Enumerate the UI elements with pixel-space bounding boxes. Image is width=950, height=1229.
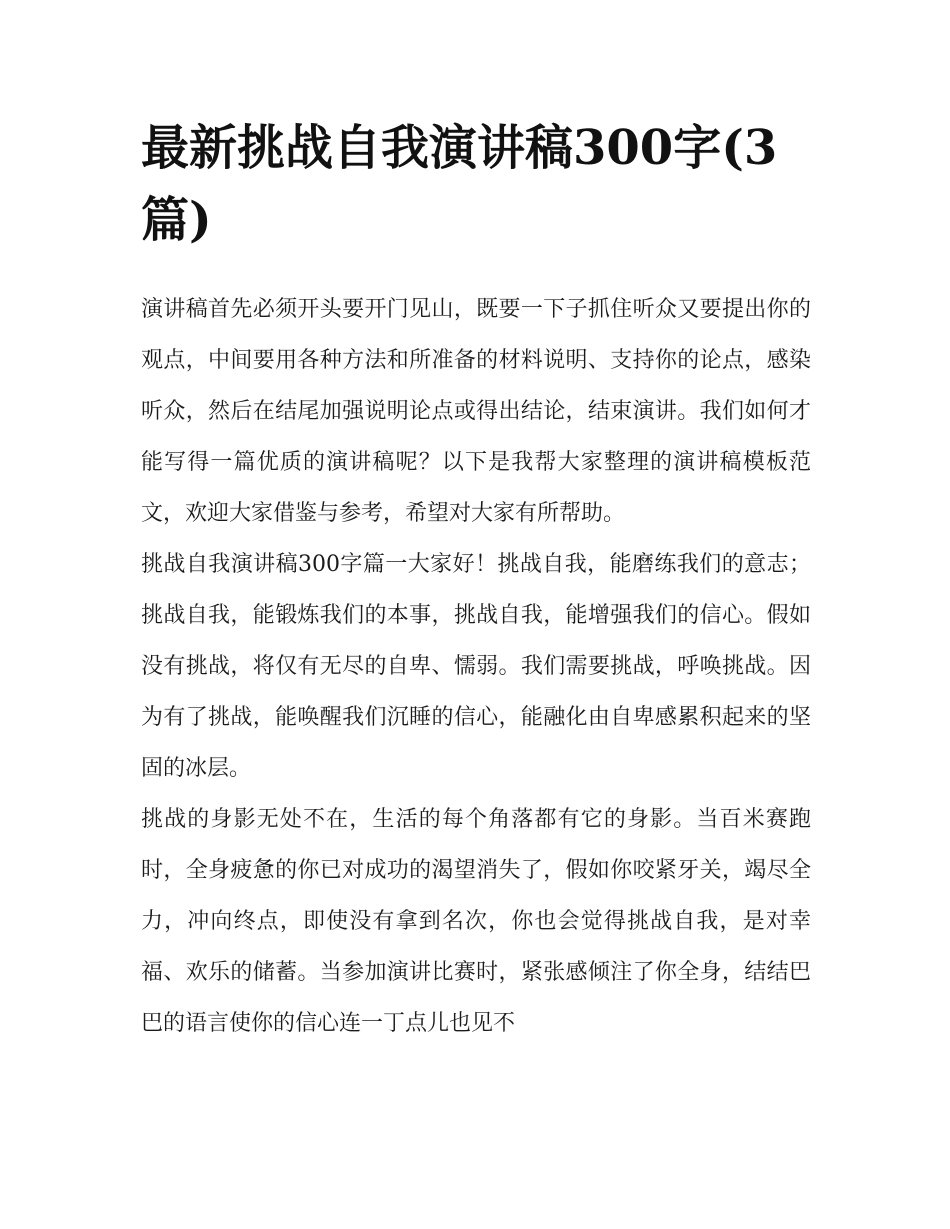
document-title: 最新挑战自我演讲稿300字(3篇) xyxy=(141,120,778,248)
paragraph-essay-one-opening: 挑战自我演讲稿300字篇一大家好！挑战自我，能磨练我们的意志；挑战自我，能锻炼我们的本事，挑战自我，能增强我们的信心。假如没有挑战，将仅有无尽的自卑、懦弱。我们需要挑战，呼唤挑战。因为有了挑战，能唤醒我们沉睡的信心，能融化由自卑感累积起来的坚固的冰层。 xyxy=(141,552,811,781)
document-content xyxy=(141,112,811,1049)
paragraph-essay-one-body: 挑战的身影无处不在，生活的每个角落都有它的身影。当百米赛跑时，全身疲惫的你已对成功的渴望消失了，假如你咬紧牙关，竭尽全力，冲向终点，即使没有拿到名次，你也会觉得挑战自我，是对幸福、欢乐的储蓄。当参加演讲比赛时，紧张感倾注了你全身，结结巴巴的语言使你的信心连一丁点儿也见不 xyxy=(141,807,811,1036)
paragraph-intro: 演讲稿首先必须开头要开门见山，既要一下子抓住听众又要提出你的观点，中间要用各种方法和所准备的材料说明、支持你的论点，感染听众，然后在结尾加强说明论点或得出结论，结束演讲。我们如何才能写得一篇优质的演讲稿呢？以下是我帮大家整理的演讲稿模板范文，欢迎大家借鉴与参考，希望对大家有所帮助。 xyxy=(141,297,811,526)
